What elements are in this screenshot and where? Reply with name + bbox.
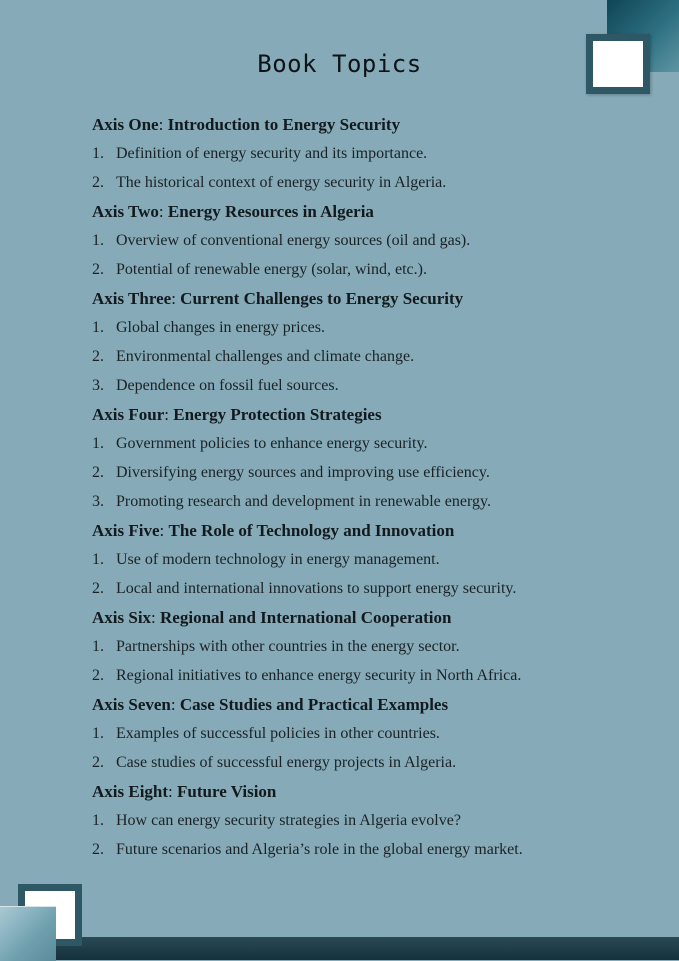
axis-separator: : [171,289,181,308]
list-item-number: 2. [92,667,104,684]
axis-topic: Regional and International Cooperation [160,608,452,627]
list-item-text: Potential of renewable energy (solar, wind, etc.). [116,261,427,278]
list-item [92,661,652,690]
list-item [92,632,652,661]
axis-section [92,603,652,690]
axis-item-list [92,719,652,777]
axis-section [92,284,652,400]
list-item-text: Overview of conventional energy sources (oil and gas). [116,232,471,249]
axis-topic: The Role of Technology and Innovation [168,521,455,540]
axis-heading [92,400,652,429]
list-item-text: Case studies of successful energy projects in Algeria. [116,754,457,771]
list-item-number: 1. [92,725,104,742]
axis-item-list [92,313,652,400]
list-item-text: The historical context of energy security in Algeria. [116,174,447,191]
list-item [92,139,652,168]
list-item-number: 2. [92,754,104,771]
axis-item-list [92,429,652,516]
axis-topic: Case Studies and Practical Examples [179,695,449,714]
list-item-text: Global changes in energy prices. [116,319,325,336]
axis-heading [92,777,652,806]
list-item-text: Future scenarios and Algeria’s role in the global energy market. [116,841,523,858]
list-item [92,545,652,574]
axis-topic: Energy Protection Strategies [173,405,382,424]
axis-name: Axis Two [92,202,159,221]
axis-heading [92,603,652,632]
list-item-text: Diversifying energy sources and improving use efficiency. [116,464,490,481]
list-item [92,429,652,458]
axis-separator: : [158,115,168,134]
axis-separator: : [151,608,161,627]
axis-heading [92,110,652,139]
axis-separator: : [159,521,169,540]
axis-name: Axis Four [92,405,165,424]
list-item-number: 2. [92,841,104,858]
topics-list [92,110,652,864]
list-item-text: Regional initiatives to enhance energy security in North Africa. [116,667,522,684]
list-item-number: 3. [92,377,104,394]
list-item-number: 2. [92,261,104,278]
list-item-number: 2. [92,348,104,365]
axis-name: Axis Seven [92,695,171,714]
axis-item-list [92,139,652,197]
list-item-number: 1. [92,319,104,336]
list-item-number: 3. [92,493,104,510]
axis-heading [92,690,652,719]
axis-heading [92,284,652,313]
list-item [92,806,652,835]
list-item-number: 2. [92,174,104,191]
axis-section [92,777,652,864]
axis-separator: : [158,202,168,221]
list-item [92,371,652,400]
axis-section [92,516,652,603]
list-item [92,487,652,516]
list-item-number: 1. [92,638,104,655]
axis-section [92,197,652,284]
axis-separator: : [164,405,174,424]
axis-name: Axis One [92,115,159,134]
list-item-text: Local and international innovations to support energy security. [116,580,517,597]
list-item-text: Environmental challenges and climate change. [116,348,415,365]
axis-topic: Future Vision [177,782,277,801]
list-item-number: 1. [92,145,104,162]
axis-name: Axis Six [92,608,152,627]
axis-item-list [92,806,652,864]
axis-section [92,400,652,516]
list-item-text: Partnerships with other countries in the energy sector. [116,638,460,655]
list-item-text: Examples of successful policies in other countries. [116,725,440,742]
list-item [92,313,652,342]
list-item [92,255,652,284]
list-item-number: 2. [92,580,104,597]
list-item-text: Government policies to enhance energy security. [116,435,428,452]
axis-item-list [92,632,652,690]
list-item [92,458,652,487]
axis-topic: Energy Resources in Algeria [167,202,374,221]
list-item-text: How can energy security strategies in Algeria evolve? [116,812,461,829]
list-item-number: 2. [92,464,104,481]
list-item [92,748,652,777]
list-item-text: Definition of energy security and its importance. [116,145,428,162]
axis-item-list [92,545,652,603]
axis-item-list [92,226,652,284]
axis-section [92,110,652,197]
axis-heading [92,197,652,226]
list-item [92,574,652,603]
list-item [92,168,652,197]
list-item-number: 1. [92,551,104,568]
axis-topic: Current Challenges to Energy Security [180,289,464,308]
axis-heading [92,516,652,545]
list-item-text: Use of modern technology in energy management. [116,551,440,568]
corner-decoration-bar-bottom-left [0,906,56,961]
list-item-number: 1. [92,435,104,452]
axis-name: Axis Three [92,289,172,308]
list-item [92,226,652,255]
axis-topic: Introduction to Energy Security [167,115,401,134]
list-item-number: 1. [92,232,104,249]
list-item-number: 1. [92,812,104,829]
footer-decoration-bar [56,937,679,960]
page-title: Book Topics [257,50,422,78]
list-item [92,342,652,371]
axis-name: Axis Eight [92,782,169,801]
list-item-text: Promoting research and development in renewable energy. [116,493,491,510]
axis-section [92,690,652,777]
list-item [92,719,652,748]
axis-separator: : [168,782,178,801]
list-item [92,835,652,864]
axis-separator: : [170,695,180,714]
list-item-text: Dependence on fossil fuel sources. [116,377,339,394]
axis-name: Axis Five [92,521,160,540]
